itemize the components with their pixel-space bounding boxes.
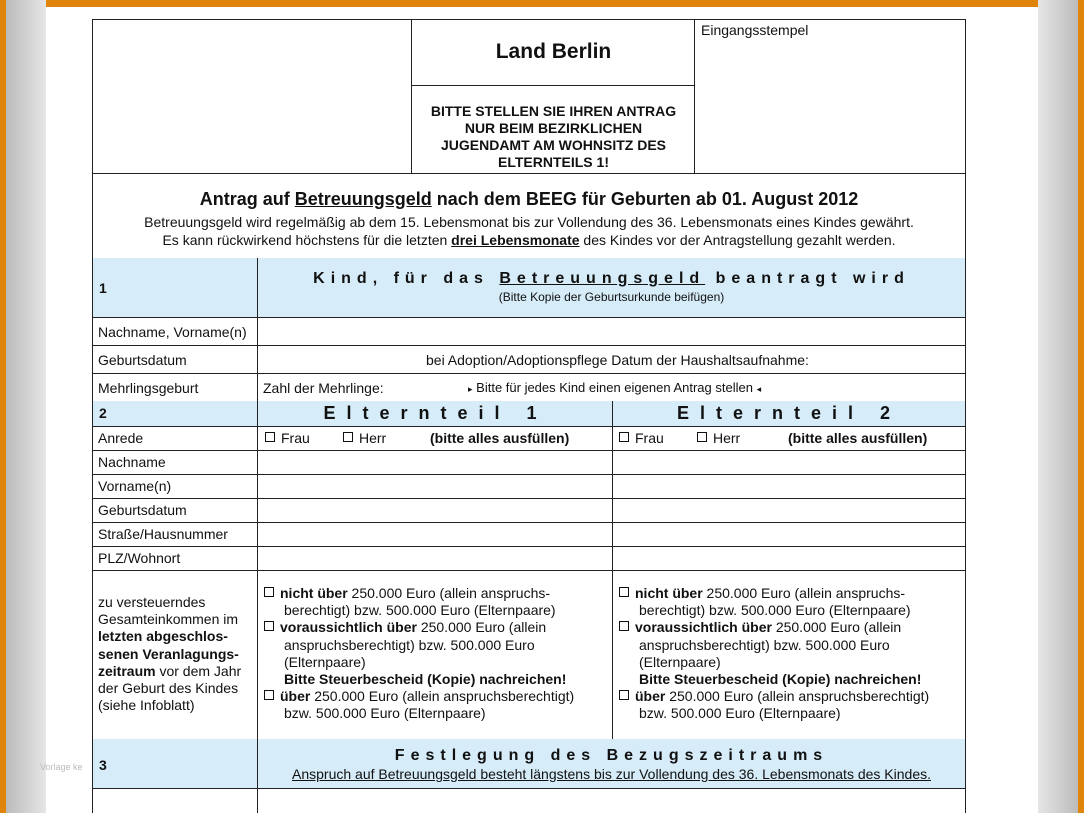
arrow-left-icon: ◂ (756, 384, 762, 394)
parent-2-title: Elternteil 2 (676, 403, 902, 423)
multiple-birth-input[interactable] (257, 373, 966, 402)
parent-2-birthdate-input[interactable] (612, 498, 966, 523)
lastname-label: Nachname (98, 454, 166, 470)
section-1-subtitle: (Bitte Kopie der Geburtsurkunde beifügen) (498, 290, 725, 304)
watermark-text: Vorlage ke (40, 762, 83, 772)
parent-1-zip-city-input[interactable] (257, 546, 613, 571)
parent-1-birthdate-input[interactable] (257, 498, 613, 523)
header-title-cell (411, 19, 695, 86)
checkbox-icon (619, 690, 629, 700)
field-label-cell (92, 546, 258, 571)
parent-2-firstname-input[interactable] (612, 474, 966, 499)
parent-2-frau-checkbox[interactable]: Frau (619, 430, 664, 446)
section-3-subtitle: Anspruch auf Betreuungsgeld besteht längstens bis zur Vollendung des 36. Lebensmonats des Kindes. (292, 766, 931, 782)
checkbox-icon (343, 432, 353, 442)
income-label: zu versteuerndes Gesamteinkommen im letzten abgeschlos- senen Veranlagungs- zeitraum vor dem Jahr der Geburt des Kindes (siehe Infoblatt) (98, 594, 242, 714)
page-shadow-right (1038, 0, 1078, 813)
field-label-cell (92, 522, 258, 547)
checkbox-icon (697, 432, 707, 442)
parent-1-header (257, 401, 613, 427)
next-row-input[interactable] (257, 788, 966, 813)
intro-block (92, 173, 966, 259)
multiple-birth-label: Mehrlingsgeburt (98, 380, 199, 396)
section-3-number-cell (92, 739, 258, 789)
child-birth-label: Geburtsdatum (98, 352, 187, 368)
field-label-cell (92, 474, 258, 499)
parent-2-fill-all-note: (bitte alles ausfüllen) (788, 430, 928, 446)
form-header-title: Land Berlin (495, 40, 612, 63)
parent-1-lastname-input[interactable] (257, 450, 613, 475)
parent-1-income-options: nicht über 250.000 Euro (allein anspruchs- berechtigt) bzw. 500.000 Euro (Elternpaare) voraussichtlich über 250.000 Euro (allein anspruchsberechtigt) bzw. 500.000 Euro (Elternpaare) Bitte Steuerbescheid (Kopie) nachreichen! über 250.000 Euro (allein anspruchsberechtigt) bzw. 500.000 Euro (Elternpaare) (264, 585, 574, 723)
parent-2-lastname-input[interactable] (612, 450, 966, 475)
form-title: Antrag auf Betreuungsgeld nach dem BEEG für Geburten ab 01. August 2012 (199, 189, 859, 209)
parent-2-street-input[interactable] (612, 522, 966, 547)
stamp-field[interactable] (694, 19, 966, 174)
separate-application-note: ▸ Bitte für jedes Kind einen eigenen Antrag stellen ◂ (468, 380, 762, 395)
checkbox-icon (619, 432, 629, 442)
section-1-header (257, 258, 966, 318)
page-shadow-left (6, 0, 46, 813)
parent-1-title: Elternteil 1 (323, 403, 548, 423)
arrow-right-icon: ▸ (468, 384, 473, 394)
parent-1-frau-checkbox[interactable]: Frau (265, 430, 310, 446)
section-3-number: 3 (99, 757, 107, 773)
field-label-cell (92, 498, 258, 523)
section-1-number: 1 (99, 280, 107, 296)
parent-1-herr-checkbox[interactable]: Herr (343, 430, 386, 446)
header-notice-cell (411, 85, 695, 174)
checkbox-icon (619, 587, 629, 597)
parent-1-firstname-input[interactable] (257, 474, 613, 499)
parent-1-street-input[interactable] (257, 522, 613, 547)
child-birth-label-cell (92, 345, 258, 374)
parent-2-income (612, 570, 966, 740)
income-label-cell (92, 570, 258, 740)
parent-2-herr-checkbox[interactable]: Herr (697, 430, 740, 446)
section-1-number-cell (92, 258, 258, 318)
intro-line-1: Betreuungsgeld wird regelmäßig ab dem 15. Lebensmonat bis zur Vollendung des 36. Lebensmonats eines Kindes gewährt. (144, 214, 914, 230)
adoption-date-label: bei Adoption/Adoptionspflege Datum der Haushaltsaufnahme: (426, 352, 809, 368)
parent-2-zip-city-input[interactable] (612, 546, 966, 571)
salutation-label-cell (92, 426, 258, 451)
child-name-label: Nachname, Vorname(n) (98, 324, 247, 340)
checkbox-icon (265, 432, 275, 442)
parent-1-income-option-over[interactable]: über 250.000 Euro (allein anspruchsberechtigt) (264, 688, 574, 705)
child-birth-input[interactable] (257, 345, 966, 374)
zip-city-label: PLZ/Wohnort (98, 550, 181, 566)
child-name-label-cell (92, 317, 258, 346)
field-label-cell (92, 450, 258, 475)
parent-2-income-option-over[interactable]: über 250.000 Euro (allein anspruchsberechtigt) (619, 688, 929, 705)
intro-line-2: Es kann rückwirkend höchstens für die letzten drei Lebensmonate des Kindes vor der Antragstellung gezahlt werden. (162, 232, 896, 248)
parent-1-fill-all-note: (bitte alles ausfüllen) (430, 430, 570, 446)
multiples-count-label: Zahl der Mehrlinge: (263, 380, 384, 396)
street-label: Straße/Hausnummer (98, 526, 228, 542)
birthdate-label: Geburtsdatum (98, 502, 187, 518)
section-1-title: Kind, für das Betreuungsgeld beantragt wird (313, 270, 910, 287)
parent-2-income-option-probably-over[interactable]: voraussichtlich über 250.000 Euro (allein (619, 619, 929, 636)
parent-2-income-options: nicht über 250.000 Euro (allein anspruchs- berechtigt) bzw. 500.000 Euro (Elternpaare) voraussichtlich über 250.000 Euro (allein anspruchsberechtigt) bzw. 500.000 Euro (Elternpaare) Bitte Steuerbescheid (Kopie) nachreichen! über 250.000 Euro (allein anspruchsberechtigt) bzw. 500.000 Euro (Elternpaare) (619, 585, 929, 723)
jugendamt-notice: BITTE STELLEN SIE IHREN ANTRAG NUR BEIM BEZIRKLICHEN JUGENDAMT AM WOHNSITZ DES ELTERNTEILS 1! (430, 103, 677, 170)
section-3-title: Festlegung des Bezugszeitraums (394, 747, 829, 764)
tax-notice-note: Bitte Steuerbescheid (Kopie) nachreichen! (284, 671, 567, 688)
checkbox-icon (264, 587, 274, 597)
checkbox-icon (264, 690, 274, 700)
parent-2-salutation (612, 426, 966, 451)
section-2-number: 2 (99, 405, 107, 421)
stamp-label: Eingangsstempel (701, 22, 809, 38)
header-left-cell (92, 19, 412, 174)
parent-1-income-option-probably-over[interactable]: voraussichtlich über 250.000 Euro (allein (264, 619, 574, 636)
firstname-label: Vorname(n) (98, 478, 172, 494)
document-page (46, 7, 1038, 813)
section-2-number-cell (92, 401, 258, 427)
checkbox-icon (264, 621, 274, 631)
checkbox-icon (619, 621, 629, 631)
multiple-birth-label-cell (92, 373, 258, 402)
parent-2-income-option-not-over[interactable]: nicht über 250.000 Euro (allein anspruchs- (619, 585, 929, 602)
section-3-header (257, 739, 966, 789)
tax-notice-note: Bitte Steuerbescheid (Kopie) nachreichen! (639, 671, 922, 688)
parent-1-income-option-not-over[interactable]: nicht über 250.000 Euro (allein anspruchs- (264, 585, 574, 602)
child-name-input[interactable] (257, 317, 966, 346)
next-row-label-cell (92, 788, 258, 813)
parent-1-salutation (257, 426, 613, 451)
parent-2-header (612, 401, 966, 427)
parent-1-income (257, 570, 613, 740)
salutation-label: Anrede (98, 430, 144, 446)
